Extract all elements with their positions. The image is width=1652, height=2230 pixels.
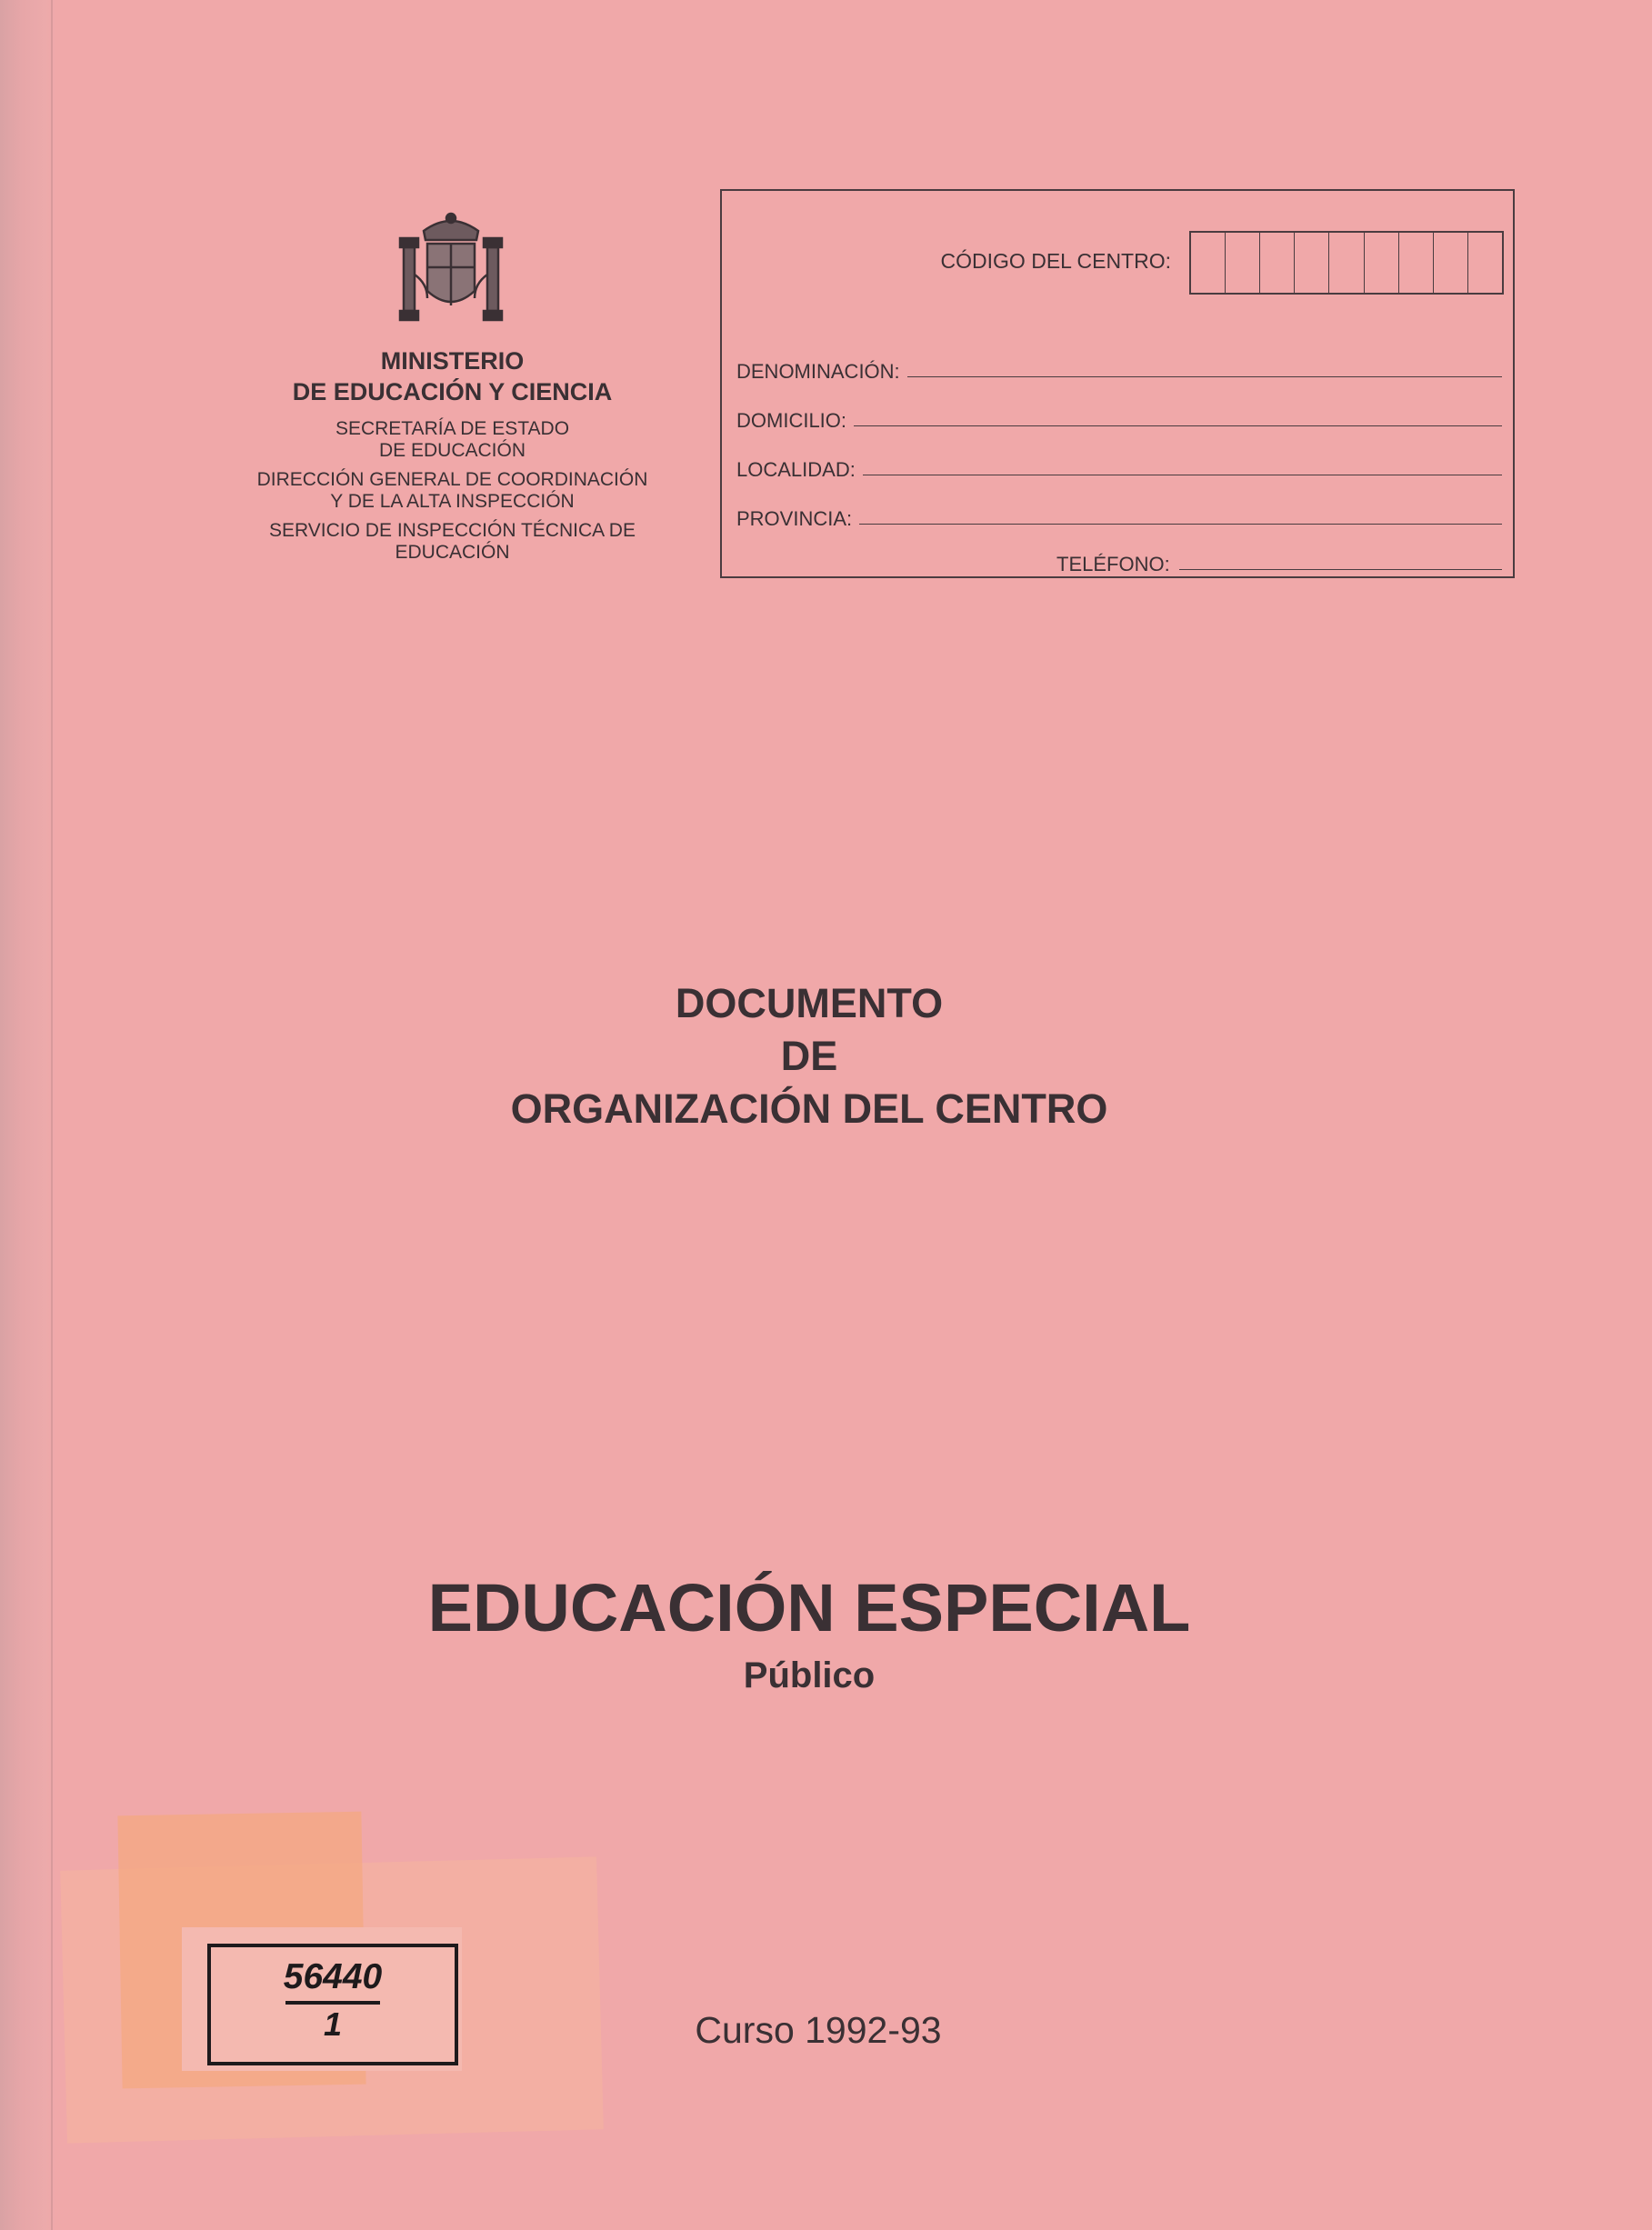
center-info-form (720, 189, 1515, 578)
course-year: Curso 1992-93 (695, 2009, 942, 2051)
ministry-header (218, 345, 686, 564)
catalog-number: 56440 (283, 1957, 383, 1996)
catalog-volume: 1 (323, 2005, 343, 2043)
direccion-general: DIRECCIÓN GENERAL DE COORDINACIÓN Y DE LA ALTA INSPECCIÓN (256, 469, 648, 512)
domicilio-field[interactable]: DOMICILIO: (736, 400, 1502, 433)
catalog-divider (285, 2001, 380, 2005)
denominacion-field[interactable]: DENOMINACIÓN: (736, 351, 1502, 384)
subtitle: Público (743, 1655, 876, 1695)
servicio-inspeccion: SERVICIO DE INSPECCIÓN TÉCNICA DE EDUCACIÓN (269, 520, 636, 563)
provincia-field[interactable]: PROVINCIA: (736, 498, 1502, 531)
codigo-label: CÓDIGO DEL CENTRO: (940, 249, 1171, 273)
spine-crease (51, 0, 53, 2230)
main-title: EDUCACIÓN ESPECIAL (427, 1570, 1191, 1645)
codigo-row (722, 227, 1513, 295)
coat-of-arms-icon (396, 211, 506, 327)
telefono-field[interactable]: TELÉFONO: (1056, 544, 1502, 576)
ministry-name: MINISTERIO (380, 347, 525, 375)
codigo-input-boxes[interactable] (1189, 231, 1504, 295)
catalog-label (207, 1944, 458, 2065)
document-title: DOCUMENTO DE ORGANIZACIÓN DEL CENTRO (510, 980, 1108, 1132)
secretaria: SECRETARÍA DE ESTADO DE EDUCACIÓN (335, 418, 570, 461)
cover-spine (0, 0, 56, 2230)
localidad-field[interactable]: LOCALIDAD: (736, 449, 1502, 482)
ministry-name-2: DE EDUCACIÓN Y CIENCIA (292, 378, 613, 405)
